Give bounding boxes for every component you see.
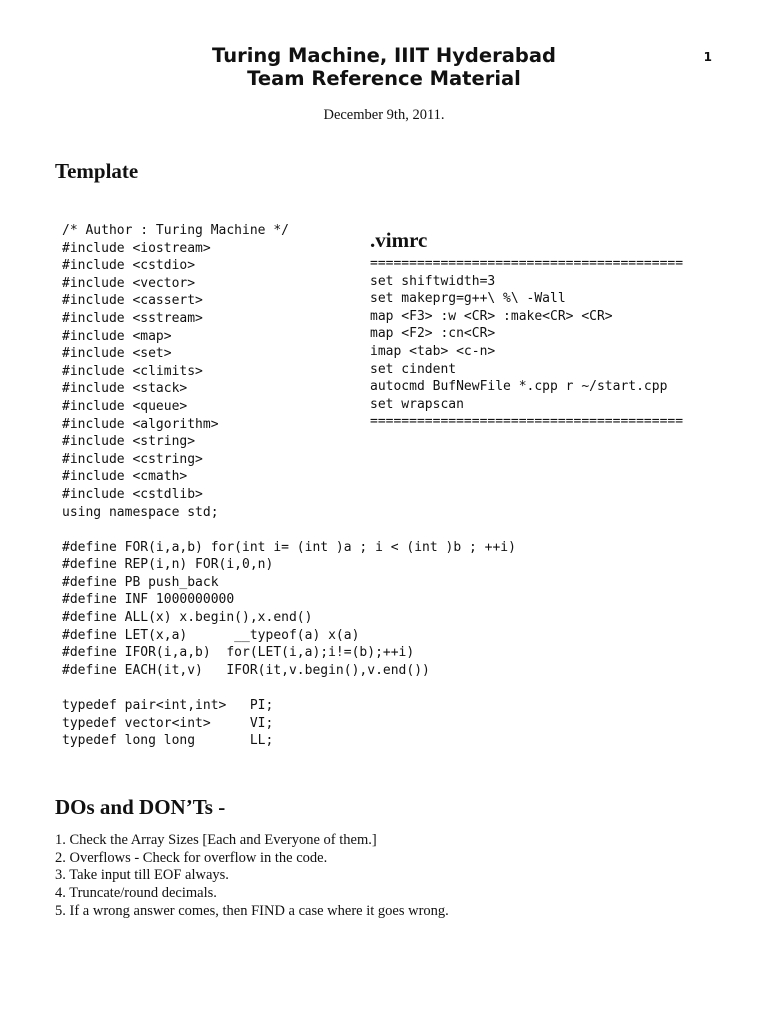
list-item: 5. If a wrong answer comes, then FIND a case where it goes wrong. [55, 902, 449, 919]
code-line: #define ALL(x) x.begin(),x.end() [62, 610, 313, 626]
code-line: #include <string> [62, 434, 196, 450]
code-line: typedef pair<int,int> PI; [62, 698, 274, 714]
code-line: #include <climits> [62, 363, 203, 379]
code-line: typedef long long LL; [62, 733, 274, 749]
code-line: #include <stack> [62, 381, 188, 397]
vimrc-line: set wrapscan [370, 396, 464, 412]
code-line: #define INF 1000000000 [62, 592, 235, 608]
code-line: #include <iostream> [62, 240, 211, 256]
code-line: #include <map> [62, 328, 172, 344]
vimrc-line: imap <tab> <c-n> [370, 343, 496, 359]
list-item: 4. Truncate/round decimals. [55, 885, 217, 902]
list-item: 2. Overflows - Check for overflow in the code. [55, 849, 328, 866]
code-line: #include <cmath> [62, 469, 188, 485]
code-line: #include <set> [62, 346, 172, 362]
title-line-2: Team Reference Material [247, 67, 521, 90]
code-line: using namespace std; [62, 504, 219, 520]
code-line: #define PB push_back [62, 574, 219, 590]
dos-heading: DOs and DON’Ts - [55, 795, 226, 819]
vimrc-heading: .vimrc [370, 228, 428, 252]
code-line: #include <cstdlib> [62, 486, 203, 502]
code-line: #include <cassert> [62, 293, 203, 309]
vimrc-line: set cindent [370, 361, 457, 377]
code-line: #define LET(x,a) __typeof(a) x(a) [62, 627, 360, 643]
code-line: #include <cstring> [62, 451, 203, 467]
vimrc-line: autocmd BufNewFile *.cpp r ~/start.cpp [370, 379, 668, 395]
vimrc-line: ======================================== [370, 414, 684, 430]
code-line: #define FOR(i,a,b) for(int i= (int )a ; i < (int )b ; ++i) [62, 539, 516, 555]
vimrc-line: map <F3> :w <CR> :make<CR> <CR> [370, 308, 613, 324]
code-line: #include <sstream> [62, 310, 203, 326]
list-item: 1. Check the Array Sizes [Each and Everyone of them.] [55, 832, 377, 848]
code-line: #include <queue> [62, 398, 188, 414]
title-line-1: Turing Machine, IIIT Hyderabad [212, 44, 556, 67]
code-line: typedef vector<int> VI; [62, 715, 274, 731]
vimrc-line: map <F2> :cn<CR> [370, 326, 496, 342]
vimrc-line: set shiftwidth=3 [370, 273, 496, 289]
document-date: December 9th, 2011. [323, 107, 445, 123]
code-line: #define REP(i,n) FOR(i,0,n) [62, 557, 274, 573]
code-line: /* Author : Turing Machine */ [62, 223, 289, 238]
code-line: #define EACH(it,v) IFOR(it,v.begin(),v.end()) [62, 662, 430, 678]
code-line [62, 521, 516, 539]
list-item: 3. Take input till EOF always. [55, 867, 229, 884]
vimrc-line: set makeprg=g++\ %\ -Wall [370, 291, 566, 307]
code-line [62, 679, 516, 697]
dos-list [55, 832, 449, 921]
vimrc-line: ======================================== [370, 256, 684, 271]
code-line: #define IFOR(i,a,b) for(LET(i,a);i!=(b);++i) [62, 645, 415, 661]
page-number: 1 [703, 50, 712, 64]
code-line: #include <vector> [62, 275, 196, 291]
vimrc-code-block [370, 255, 683, 431]
code-line: #include <cstdio> [62, 258, 196, 274]
template-heading: Template [55, 159, 139, 183]
document-title [0, 44, 768, 90]
code-line: #include <algorithm> [62, 416, 219, 432]
